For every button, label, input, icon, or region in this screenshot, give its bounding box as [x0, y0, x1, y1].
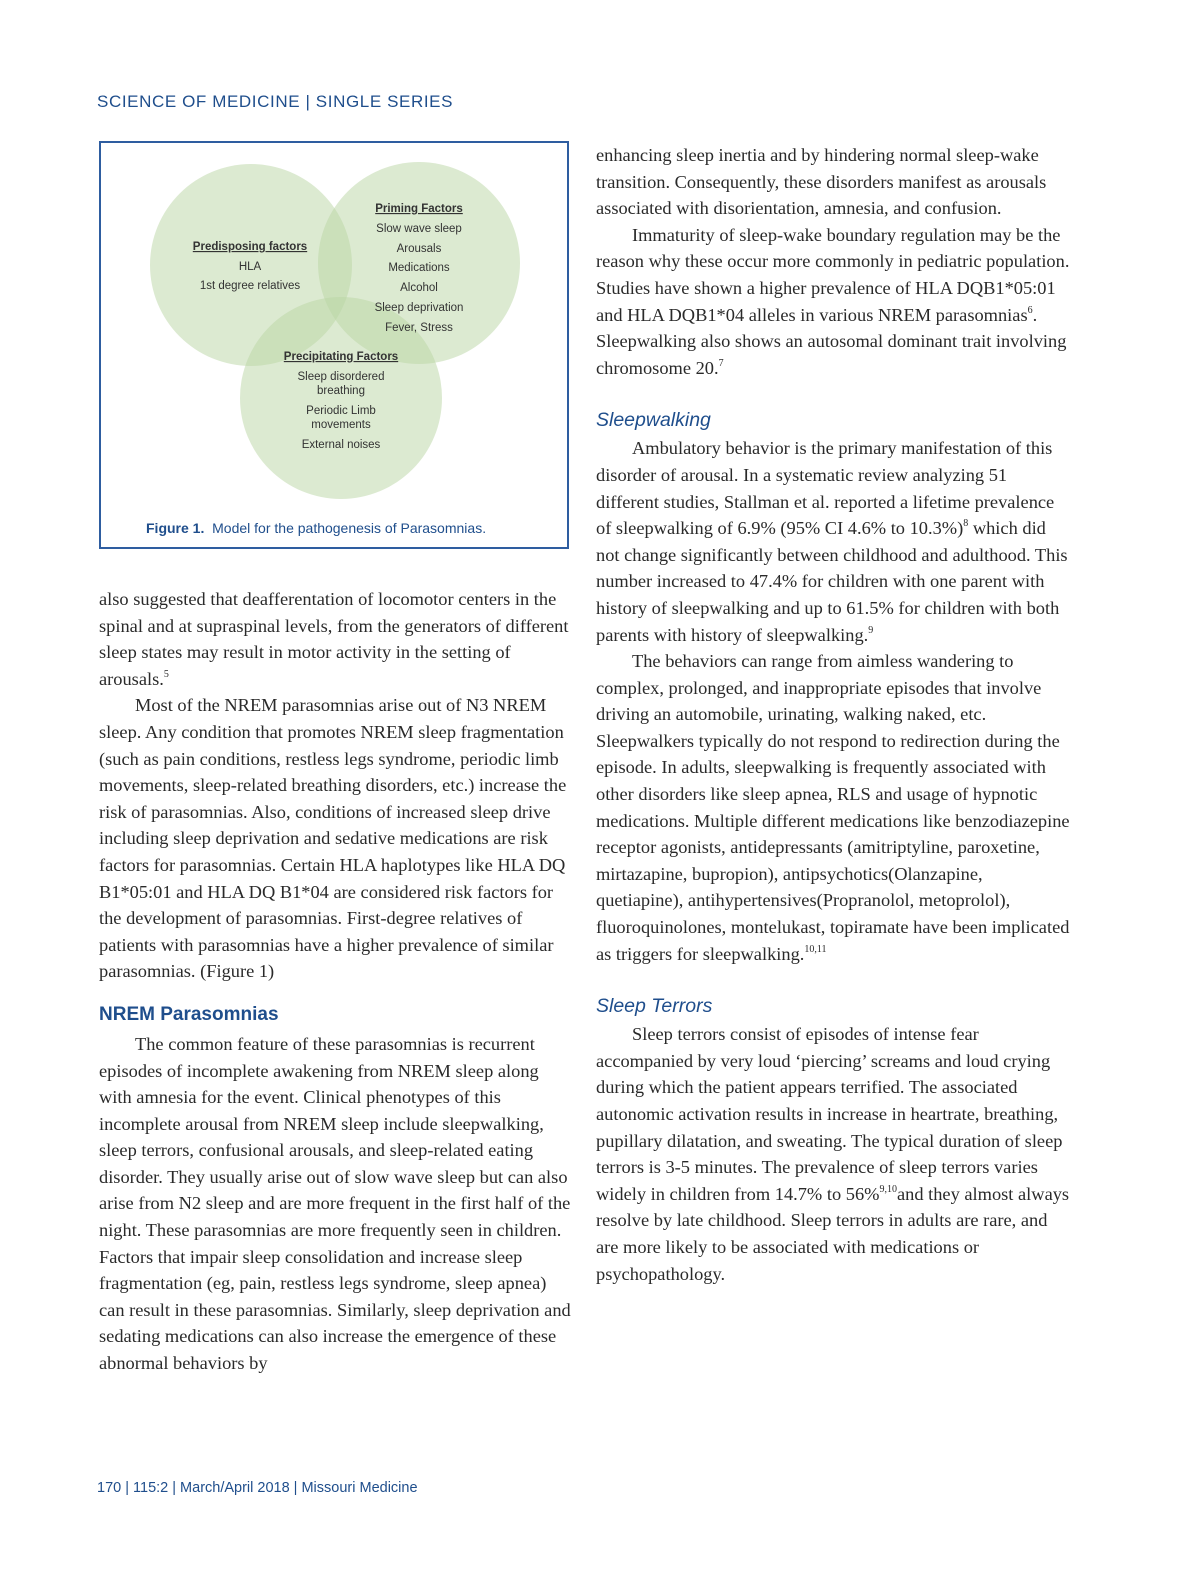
priming-item: Medications	[388, 262, 450, 274]
reference-mark: 6	[1027, 304, 1033, 316]
left-column	[99, 586, 575, 1377]
priming-item: Slow wave sleep	[376, 223, 462, 235]
precipitating-item: Sleep disordered	[297, 371, 385, 383]
figure-caption-label: Figure 1.	[146, 520, 205, 536]
priming-item: Arousals	[396, 243, 442, 255]
venn-diagram	[101, 143, 567, 547]
precipitating-item: breathing	[317, 385, 365, 397]
section-heading-sleep-terrors: Sleep Terrors	[596, 995, 713, 1018]
predisposing-item: 1st degree relatives	[199, 280, 301, 292]
section-heading-nrem-parasomnias: NREM Parasomnias	[99, 1003, 279, 1025]
priming-item: Fever, Stress	[385, 322, 453, 334]
reference-mark: 9	[868, 624, 874, 636]
priming-heading: Priming Factors	[375, 203, 463, 215]
paragraph: Immaturity of sleep-wake boundary regulation may be the reason why these occur more commonly in pediatric population. Studies have shown a higher prevalence of HLA DQB1*05:01 and HLA DQB1*04 alleles in various NREM parasomnias$^6$. Sleepwalking also shows an autosomal dominant trait involving chromosome 20.$^7$	[596, 224, 1070, 378]
section-heading-sleepwalking: Sleepwalking	[596, 409, 711, 432]
precipitating-item: Periodic Limb	[306, 405, 376, 417]
right-column	[596, 142, 1072, 1287]
reference-mark: 5	[163, 668, 169, 680]
paragraph: Ambulatory behavior is the primary manifestation of this disorder of arousal. In a systematic review analyzing 51 different studies, Stallman et al. reported a lifetime prevalence of sleepwalking of 6.9% (95% CI 4.6% to 10.3%)$^8$ which did not change significantly between childhood and adulthood. This number increased to 47.4% for children with one parent with history of sleepwalking and up to 61.5% for children with both parents with history of sleepwalking.$^9$	[596, 438, 1068, 645]
predisposing-heading: Predisposing factors	[192, 241, 308, 253]
figure-caption	[146, 520, 486, 536]
reference-mark: 7	[718, 357, 724, 369]
figure-caption-text: Model for the pathogenesis of Parasomnias.	[212, 520, 487, 536]
paragraph: enhancing sleep inertia and by hindering normal sleep-wake transition. Consequently, these disorders manifest as arousals associated with disorientation, amnesia, and confusion.	[596, 145, 1047, 219]
page-footer: 170 | 115:2 | March/April 2018 | Missouri Medicine	[97, 1480, 418, 1496]
priming-item: Alcohol	[400, 282, 438, 294]
reference-mark: 10,11	[804, 943, 827, 955]
priming-item: Sleep deprivation	[374, 302, 464, 314]
precipitating-heading: Precipitating Factors	[283, 351, 399, 363]
reference-mark: 8	[963, 518, 969, 530]
reference-mark: 9,10	[879, 1183, 897, 1195]
paragraph: also suggested that deafferentation of locomotor centers in the spinal and at supraspinal levels, from the generators of different sleep states may result in motor activity in the setting of arousals.$^5$	[99, 589, 569, 689]
paragraph: The behaviors can range from aimless wandering to complex, prolonged, and inappropriate episodes that involve driving an automobile, urinating, walking naked, etc. Sleepwalkers typically do not respond to redirection during the episode. In adults, sleepwalking is frequently associated with other disorders like sleep apnea, RLS and usage of hypnotic medications. Multiple different medications like benzodiazepine receptor agonists, antidepressants (amitriptyline, paroxetine, mirtazapine, bupropion), antipsychotics(Olanzapine, quetiapine), antihypertensives(Propranolol, metoprolol), fluoroquinolones, montelukast, topiramate have been implicated as triggers for sleepwalking.$^{10,11}$	[596, 651, 1070, 964]
paragraph: The common feature of these parasomnias is recurrent episodes of incomplete awakening from NREM sleep along with amnesia for the event. Clinical phenotypes of this incomplete arousal from NREM sleep include sleepwalking, sleep terrors, confusional arousals, and sleep-related eating disorder. They usually arise out of slow wave sleep but can also arise from N2 sleep and are more frequent in the first half of the night. These parasomnias are more frequently seen in children. Factors that impair sleep consolidation and increase sleep fragmentation (eg, pain, restless legs syndrome, sleep apnea) can result in these parasomnias. Similarly, sleep deprivation and sedating medications can also increase the emergence of these abnormal behaviors by	[99, 1033, 571, 1374]
predisposing-item: HLA	[238, 261, 262, 273]
running-header: SCIENCE OF MEDICINE | SINGLE SERIES	[97, 92, 454, 111]
precipitating-item: External noises	[301, 439, 381, 451]
paragraph: Sleep terrors consist of episodes of intense fear accompanied by very loud ‘piercing’ screams and loud crying during which the patient appears terrified. The associated autonomic activation results in increase in heartrate, breathing, pupillary dilatation, and sweating. The typical duration of sleep terrors is 3-5 minutes. The prevalence of sleep terrors varies widely in children from 14.7% to 56%$^{9,10}$and they almost always resolve by late childhood. Sleep terrors in adults are rare, and are more likely to be associated with medications or psychopathology.	[596, 1024, 1070, 1284]
figure-1	[99, 141, 569, 549]
paragraph: Most of the NREM parasomnias arise out of N3 NREM sleep. Any condition that promotes NREM sleep fragmentation (such as pain conditions, restless legs syndrome, periodic limb movements, sleep-related breathing disorders, etc.) increase the risk of parasomnias. Also, conditions of increased sleep drive including sleep deprivation and sedative medications are risk factors for parasomnias. Certain HLA haplotypes like HLA DQ B1*05:01 and HLA DQ B1*04 are considered risk factors for the development of parasomnias. First-degree relatives of patients with parasomnias have a higher prevalence of similar parasomnias. (Figure 1)	[99, 695, 567, 982]
precipitating-item: movements	[311, 419, 371, 431]
